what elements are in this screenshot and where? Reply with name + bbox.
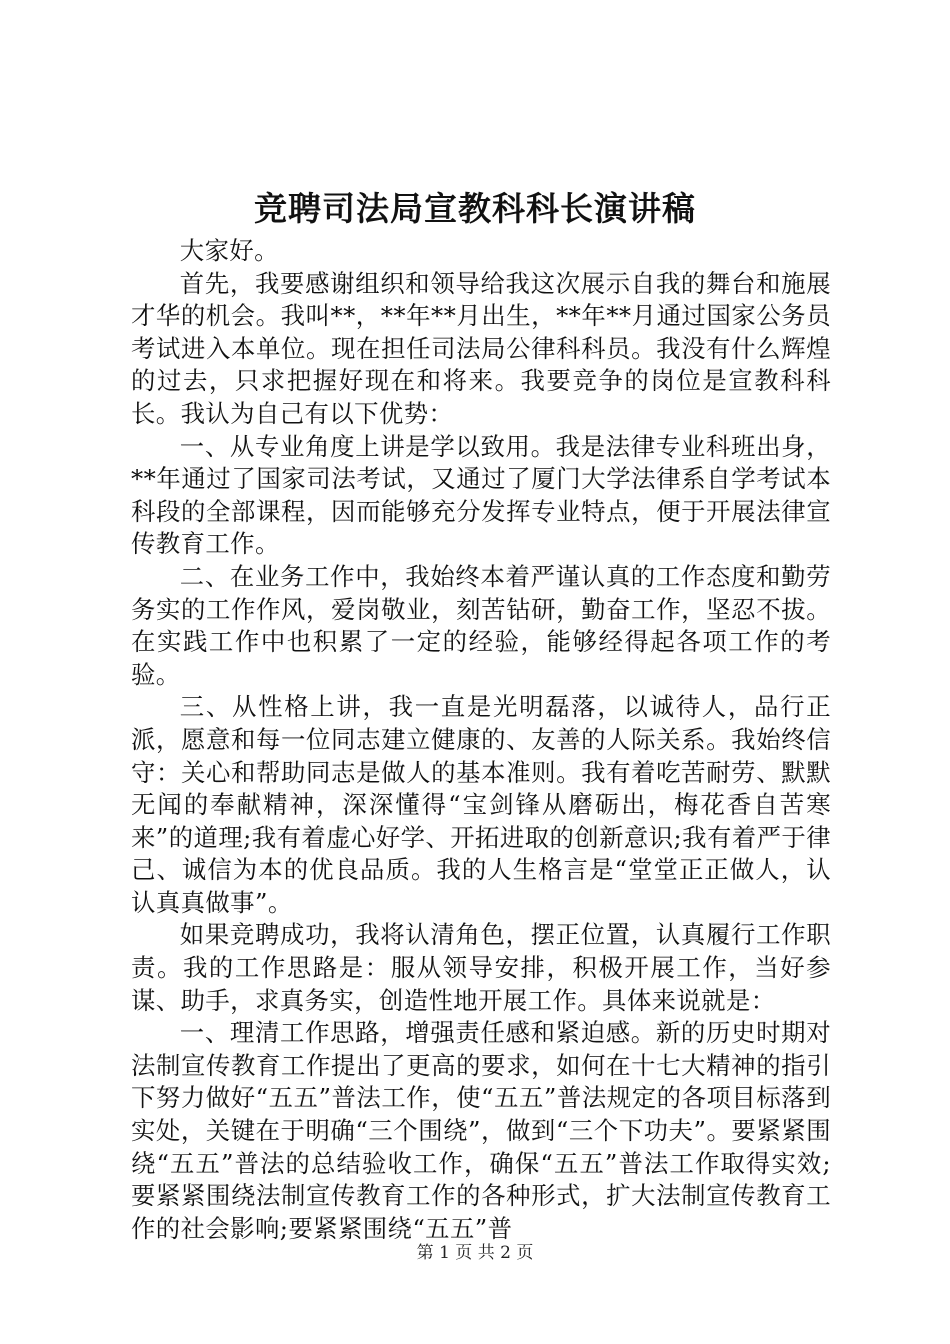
paragraph-plan-item-1: 一、理清工作思路，增强责任感和紧迫感。新的历史时期对法制宣传教育工作提出了更高的要求，如何在十七大精神的指引下努力做好“五五”普法工作，使“五五”普法规定的各项目标落到实处，关键在于明确“三个围绕”，做到“三个下功夫”。要紧紧围绕“五五”普法的总结验收工作，确保“五五”普法工作取得实效;要紧紧围绕法制宣传教育工作的各种形式，扩大法制宣传教育工作的社会影响;要紧紧围绕“五五”普 bbox=[131, 1018, 831, 1243]
paragraph-advantage-1: 一、从专业角度上讲是学以致用。我是法律专业科班出身，**年通过了国家司法考试，又通过了厦门大学法律系自学考试本科段的全部课程，因而能够充分发挥专业特点，便于开展法律宣传教育工作。 bbox=[131, 431, 831, 559]
paragraph-introduction: 首先，我要感谢组织和领导给我这次展示自我的舞台和施展才华的机会。我叫**，**年**月出生，**年**月通过国家公务员考试进入本单位。现在担任司法局公律科科员。我没有什么辉煌的过去，只求把握好现在和将来。我要竞争的岗位是宣教科科长。我认为自己有以下优势： bbox=[131, 268, 831, 428]
paragraph-advantage-2: 二、在业务工作中，我始终本着严谨认真的工作态度和勤劳务实的工作作风，爱岗敬业，刻苦钻研，勤奋工作，坚忍不拔。在实践工作中也积累了一定的经验，能够经得起各项工作的考验。 bbox=[131, 561, 831, 689]
document-title: 竞聘司法局宣教科科长演讲稿 bbox=[254, 189, 696, 228]
paragraph-advantage-3: 三、从性格上讲，我一直是光明磊落，以诚待人，品行正派，愿意和每一位同志建立健康的、友善的人际关系。我始终信守：关心和帮助同志是做人的基本准则。我有着吃苦耐劳、默默无闻的奉献精神，深深懂得“宝剑锋从磨砺出，梅花香自苦寒来”的道理;我有着虚心好学、开拓进取的创新意识;我有着严于律己、诚信为本的优良品质。我的人生格言是“堂堂正正做人，认认真真做事”。 bbox=[131, 692, 831, 917]
paragraph-greeting: 大家好。 bbox=[179, 236, 279, 265]
paragraph-work-plan: 如果竞聘成功，我将认清角色，摆正位置，认真履行工作职责。我的工作思路是：服从领导安排，积极开展工作，当好参谋、助手，求真务实，创造性地开展工作。具体来说就是： bbox=[131, 920, 831, 1015]
page-footer: 第 1 页 共 2 页 bbox=[416, 1243, 534, 1263]
document-body bbox=[131, 235, 831, 1245]
